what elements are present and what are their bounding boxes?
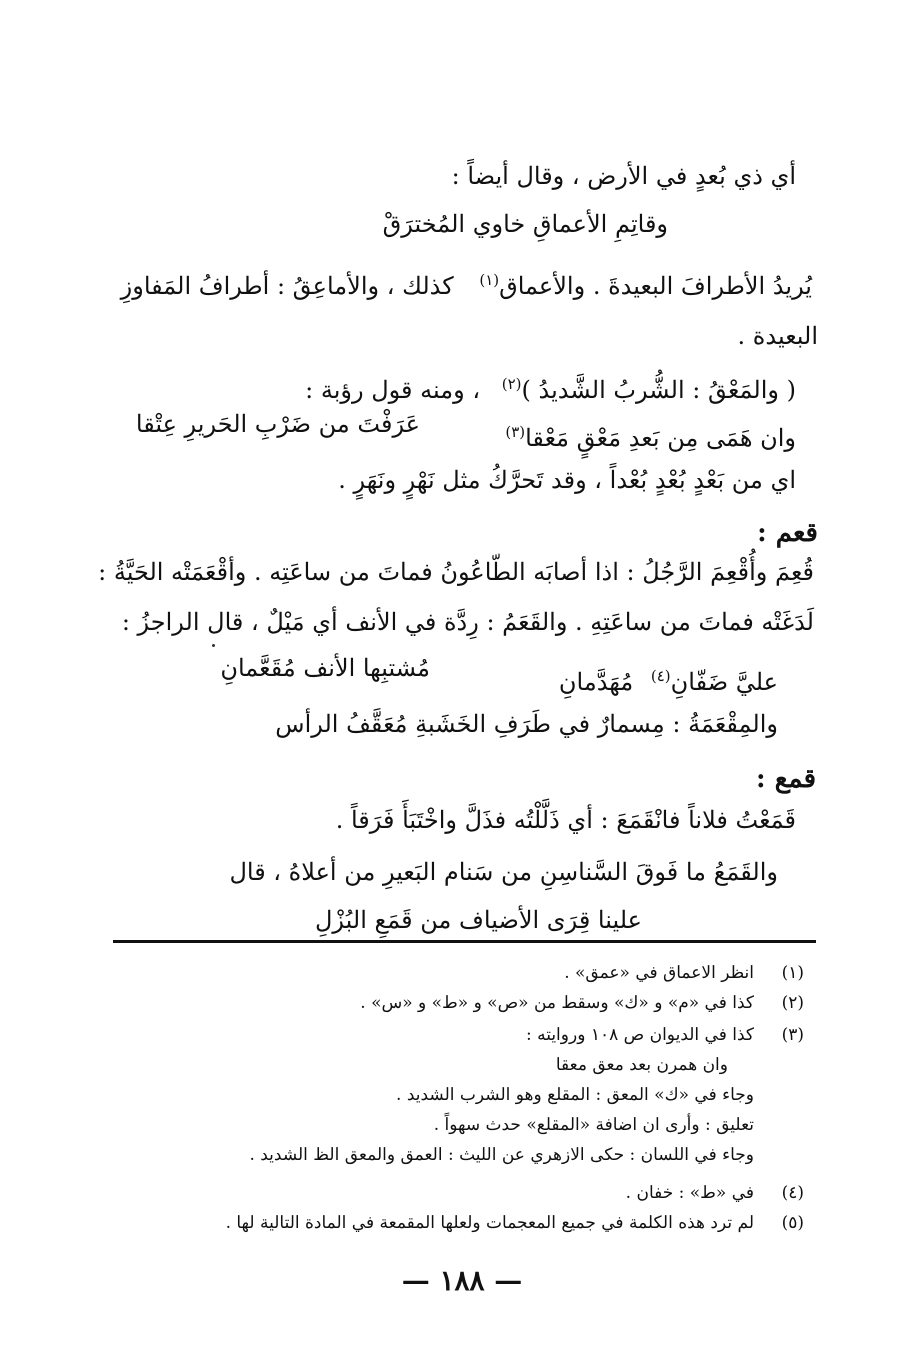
verse-line: عليَّ ضَفّانِ$^{(٤)}$ مُهَدَّمانِ: [558, 667, 778, 696]
footnote-continuation: تعليق : وأرى ان اضافة «المقلع» حدث سهواً .: [433, 1115, 754, 1135]
verse-line: مُشتبِها الأنف مُقَعَّمانِ: [220, 654, 430, 682]
footnote-continuation: وجاء في اللسان : حكى الازهري عن الليث : العمق والمعق الظ الشديد .: [249, 1145, 754, 1165]
footnote: (١)انظر الاعماق في «عمق» .: [564, 963, 804, 983]
footnote-ref: (٢): [501, 375, 522, 393]
text-line: ( والمَعْقُ : الشُّربُ الشَّديدُ )$^{(٢)}$ ، ومنه قول رؤبة :: [305, 375, 796, 404]
entry-heading: قعم :: [757, 518, 818, 548]
text-line: يُريدُ الأطرافَ البعيدةَ . والأعماق$^{(١)}$ كذلك ، والأماعِقُ : أطرافُ المَفاوزِ: [120, 271, 812, 300]
footnote-continuation: وجاء في «ك» المعق : المقلع وهو الشرب الشديد .: [396, 1085, 754, 1105]
footnote-ref: (٤): [650, 667, 671, 685]
footnote-continuation: وان همرن بعد معق معقا: [555, 1055, 728, 1075]
verse-line: عَرَفْتَ من ضَرْبِ الحَريرِ عِتْقا: [135, 410, 420, 438]
verse-line: وقاتِمِ الأعماقِ خاوي المُخترَقْ: [382, 210, 668, 238]
text-line: اي من بَعْدٍ بُعْدٍ بُعْداً ، وقد تَحرَّكُ مثل نَهْرٍ ونَهَرٍ .: [338, 466, 796, 494]
footnote-ref: (١): [479, 271, 500, 289]
footnote: (٣)كذا في الديوان ص ١٠٨ وروايته :: [525, 1025, 804, 1045]
text-line: أي ذي بُعدٍ في الأرض ، وقال أيضاً :: [451, 162, 796, 190]
verse-line: علينا قِرَى الأضياف من قَمَعِ البُزْلِ: [314, 906, 642, 934]
footnote: (٥)لم ترد هذه الكلمة في جميع المعجمات ولعلها المقمعة في المادة التالية لها .: [225, 1213, 804, 1233]
footnote-ref: (٣): [505, 423, 526, 441]
text-line: قَمَعْتُ فلاناً فانْقَمَعَ : أي ذَلَّلْتُه فذَلَّ واخْتَبَأَ فَرَقاً .: [335, 806, 796, 834]
footnote: (٤)في «ط» : خفان .: [625, 1183, 804, 1203]
verse-line: وان هَمَى مِن بَعدِ مَعْقٍ مَعْقا$^{(٣)}$: [505, 423, 796, 452]
text-line: والقَمَعُ ما فَوقَ السَّناسِنِ من سَنام البَعيرِ من أعلاهُ ، قال: [229, 858, 778, 886]
text-line: قُعِمَ وأُقْعِمَ الرَّجُلُ : اذا أصابَه الطّاعُونُ فماتَ من ساعَتِه . وأقْعَمَتْه الحَيَّةُ :: [98, 558, 814, 586]
text-line: والمِقْعَمَةُ : مِسمارٌ في طَرَفِ الخَشَبةِ مُعَقَّفُ الرأس: [275, 710, 778, 738]
footnote: (٢)كذا في «م» و «ك» وسقط من «ص» و «ط» و «س» .: [360, 993, 804, 1013]
entry-heading: قمع :: [756, 764, 816, 794]
ink-speck: [212, 644, 215, 647]
footnote-separator: [113, 940, 816, 943]
text-line: البعيدة .: [737, 322, 818, 350]
text-line: لَدَغَتْه فماتَ من ساعَتِهِ . والقَعَمُ : رِدَّة في الأنف أي مَيْلٌ ، قال الراجزُ :: [121, 608, 814, 636]
page-number: — ١٨٨ —: [401, 1264, 523, 1297]
